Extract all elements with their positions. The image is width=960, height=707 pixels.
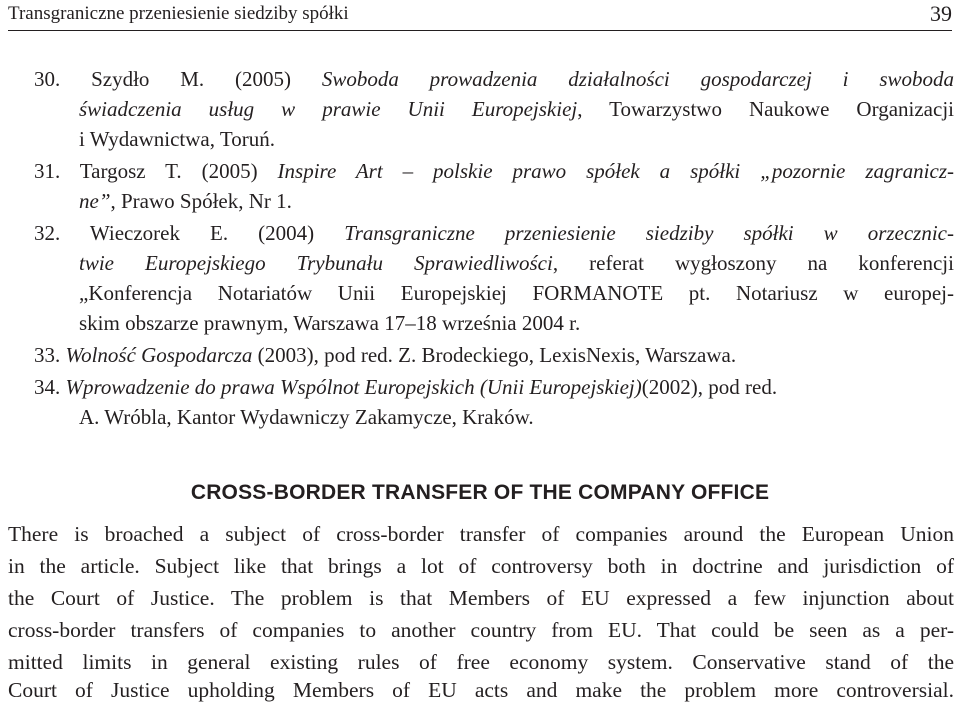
abstract-line-5: mitted limits in general existing rules of free economy system. Conservative stand of the [8,650,954,674]
reference-31-line-2: ne”, Prawo Spółek, Nr 1. [79,189,292,213]
page-number: 39 [930,1,952,26]
running-header [8,0,952,31]
reference-32-line-4: skim obszarze prawnym, Warszawa 17–18 września 2004 r. [79,311,581,335]
abstract-line-4: cross-border transfers of companies to another country from EU. That could be seen as a per- [8,618,954,642]
reference-32-line-3: „Konferencja Notariatów Unii Europejskiej FORMANOTE pt. Notariusz w europej- [79,281,954,305]
reference-32-line-2: twie Europejskiego Trybunału Sprawiedliwości, referat wygłoszony na konferencji [79,251,954,275]
reference-30-line-3: i Wydawnictwa, Toruń. [79,127,275,151]
abstract-line-1: There is broached a subject of cross-border transfer of companies around the European Union [8,522,954,546]
abstract-line-3: the Court of Justice. The problem is that Members of EU expressed a few injunction about [8,586,954,610]
reference-32-line-1: 32. Wieczorek E. (2004) Transgraniczne przeniesienie siedziby spółki w orzecznic- [34,221,954,245]
reference-30-line-2: świadczenia usług w prawie Unii Europejskiej, Towarzystwo Naukowe Organizacji [79,97,954,121]
abstract-line-6: Court of Justice upholding Members of EU acts and make the problem more controversial. [8,678,954,702]
reference-34-line-1: 34. Wprowadzenie do prawa Wspólnot Europejskich (Unii Europejskiej)(2002), pod red. [34,375,778,399]
reference-33-line-1: 33. Wolność Gospodarcza (2003), pod red. Z. Brodeckiego, LexisNexis, Warszawa. [34,343,737,367]
abstract-line-2: in the article. Subject like that brings a lot of controversy both in doctrine and jurisdiction of [8,554,954,578]
abstract-title: CROSS-BORDER TRANSFER OF THE COMPANY OFFICE [190,481,770,504]
running-title: Transgraniczne przeniesienie siedziby spółki [8,3,349,24]
reference-34-line-2: A. Wróbla, Kantor Wydawniczy Zakamycze, Kraków. [79,405,534,429]
reference-31-line-1: 31. Targosz T. (2005) Inspire Art – polskie prawo spółek a spółki „pozornie zagranicz- [34,159,954,183]
reference-30-line-1: 30. Szydło M. (2005) Swoboda prowadzenia działalności gospodarczej i swoboda [34,67,954,91]
